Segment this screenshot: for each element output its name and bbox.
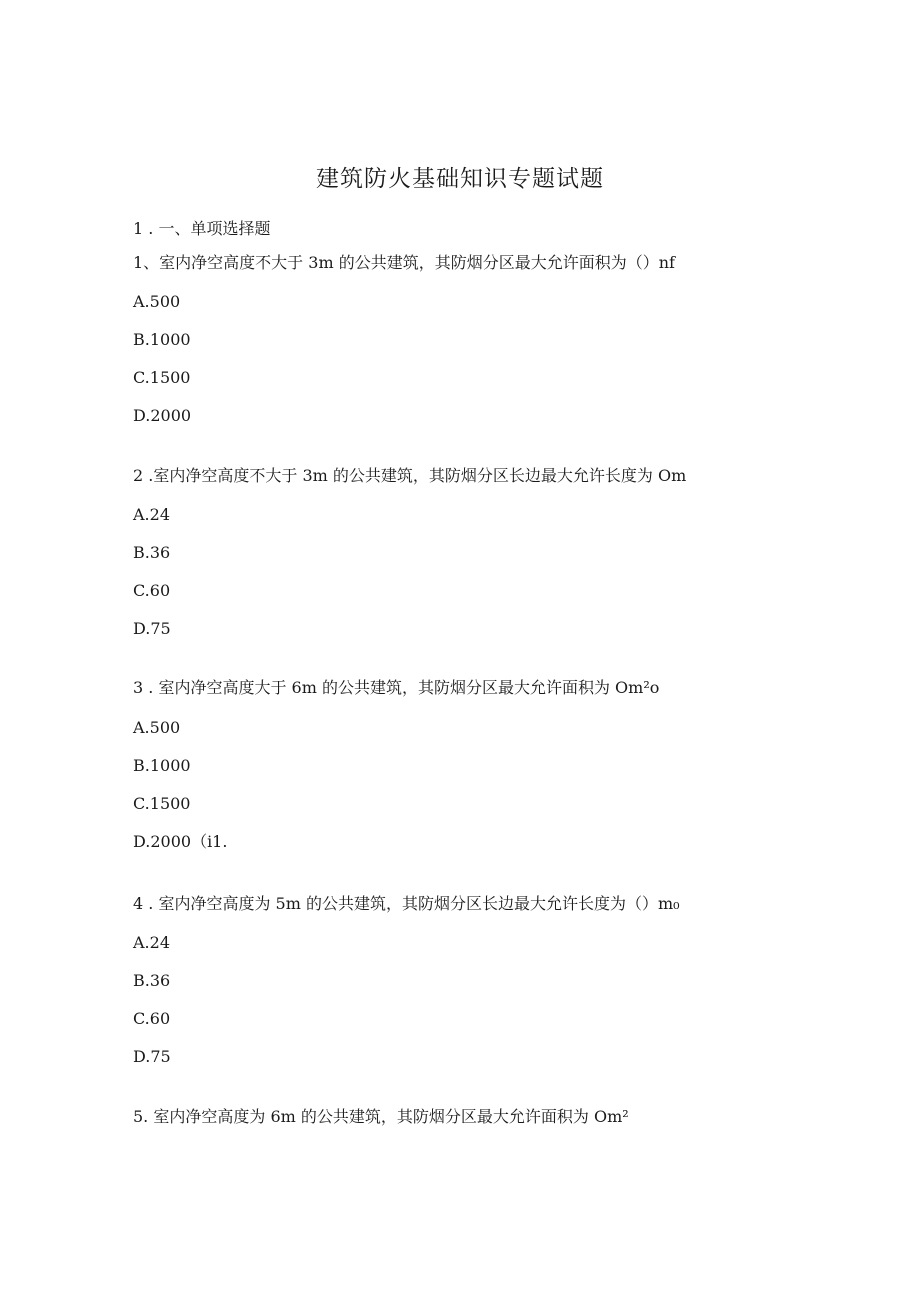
question-4-text: 4 . 室内净空高度为 5m 的公共建筑，其防烟分区长边最大允许长度为（）m₀: [133, 894, 680, 913]
question-2-option-c: C.60: [133, 581, 171, 600]
document-title: 建筑防火基础知识专题试题: [316, 166, 604, 192]
question-4-option-b: B.36: [133, 971, 171, 990]
question-2-text: 2 .室内净空高度不大于 3m 的公共建筑，其防烟分区长边最大允许长度为 Om: [133, 466, 687, 485]
question-4-option-c: C.60: [133, 1009, 171, 1028]
question-3-option-b: B.1000: [133, 756, 191, 775]
question-2-option-d: D.75: [133, 619, 171, 638]
question-1-option-c: C.1500: [133, 368, 191, 387]
question-3-option-d: D.2000（i1.: [133, 832, 228, 851]
question-1-option-a: A.500: [133, 292, 181, 311]
question-3-option-c: C.1500: [133, 794, 191, 813]
question-2-option-b: B.36: [133, 543, 171, 562]
question-1-option-b: B.1000: [133, 330, 191, 349]
question-2-option-a: A.24: [133, 505, 170, 524]
question-4-option-d: D.75: [133, 1047, 171, 1066]
question-4-option-a: A.24: [133, 933, 170, 952]
question-1-option-d: D.2000: [133, 406, 192, 425]
question-1-text: 1、室内净空高度不大于 3m 的公共建筑，其防烟分区最大允许面积为（）nf: [133, 253, 675, 272]
section-heading: 1 . 一、单项选择题: [133, 219, 271, 238]
question-5-text: 5. 室内净空高度为 6m 的公共建筑，其防烟分区最大允许面积为 Om²: [133, 1107, 629, 1126]
question-3-text: 3 . 室内净空高度大于 6m 的公共建筑，其防烟分区最大允许面积为 Om²o: [133, 678, 660, 697]
question-3-option-a: A.500: [133, 718, 181, 737]
